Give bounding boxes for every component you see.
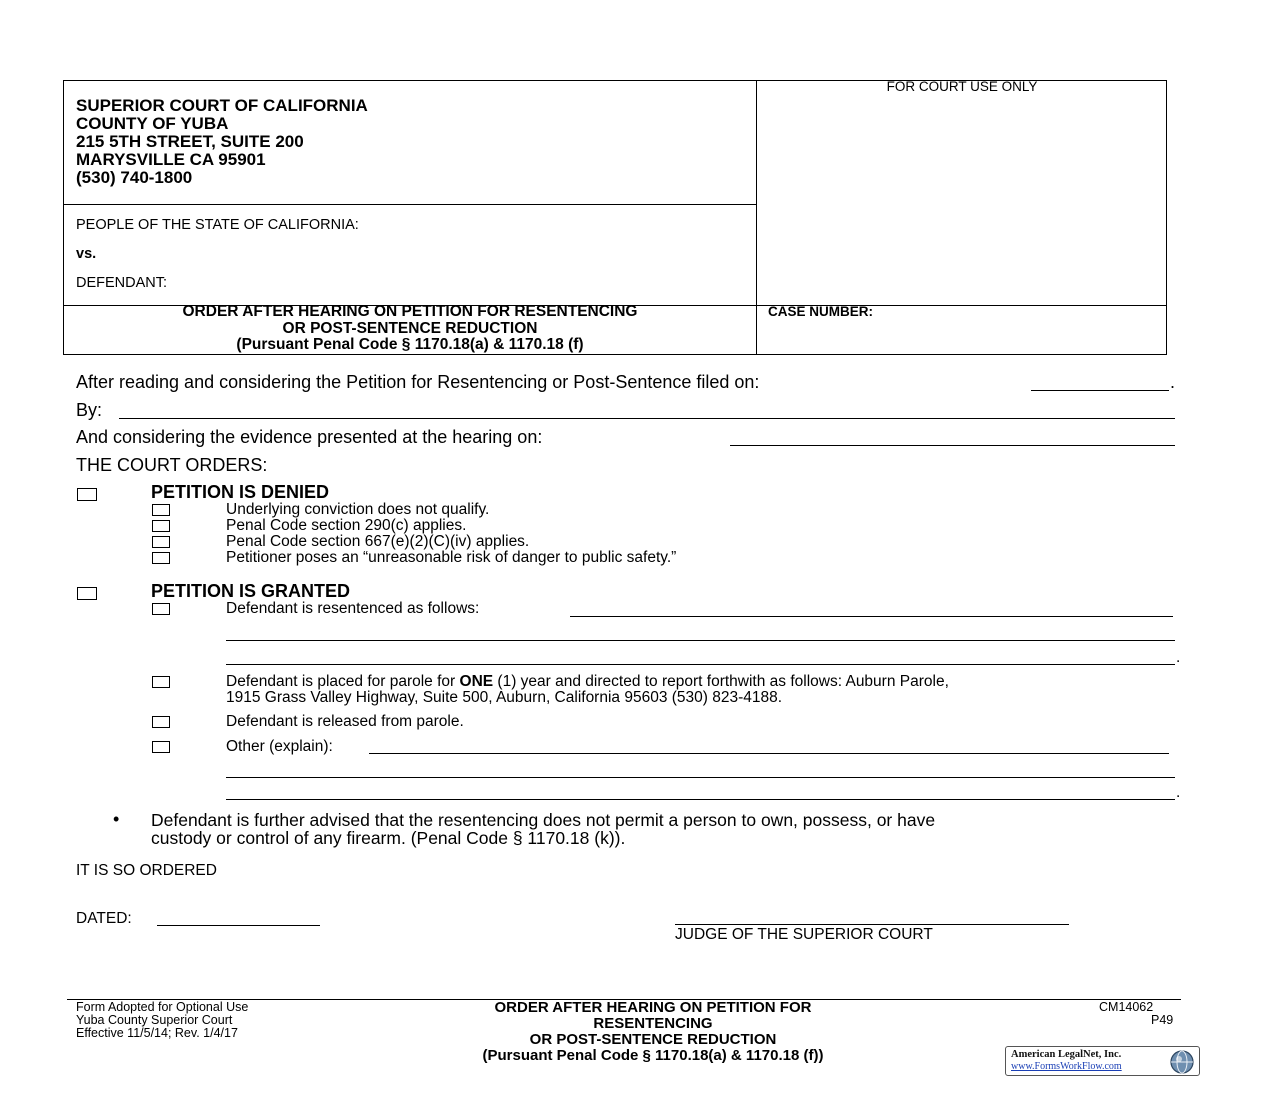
court-phone: (530) 740-1800 (76, 168, 193, 187)
court-orders-label: THE COURT ORDERS: (76, 455, 268, 475)
parole-text-a: Defendant is placed for parole for (226, 673, 456, 690)
other-checkbox[interactable] (152, 741, 170, 753)
parole-text-b: (1) year and directed to report forthwith as follows: Auburn Parole, (497, 673, 949, 690)
dated-label: DATED: (76, 910, 132, 927)
judge-label: JUDGE OF THE SUPERIOR COURT (675, 926, 933, 943)
denied-option-label: Penal Code section 290(c) applies. (226, 517, 467, 534)
court-use-label: FOR COURT USE ONLY (886, 79, 1038, 94)
dated-field[interactable] (157, 925, 320, 926)
denied-option-checkbox[interactable] (152, 552, 170, 564)
court-city: MARYSVILLE CA 95901 (76, 150, 266, 169)
page-code: P49 (1151, 1013, 1174, 1027)
resentenced-checkbox[interactable] (152, 603, 170, 615)
caption-divider-court (63, 204, 757, 205)
legalnet-name: American LegalNet, Inc. (1011, 1049, 1122, 1060)
parole-checkbox[interactable] (152, 676, 170, 688)
denied-option-label: Petitioner poses an “unreasonable risk of danger to public safety.” (226, 549, 677, 566)
parole-address: 1915 Grass Valley Highway, Suite 500, Auburn, California 95603 (530) 823-4188. (226, 689, 783, 706)
parole-text-bold: ONE (459, 673, 494, 690)
petition-filed-date-field[interactable] (1031, 390, 1169, 391)
form-title-line-3: (Pursuant Penal Code § 1170.18(a) & 1170.18 (f) (236, 336, 584, 353)
released-checkbox[interactable] (152, 716, 170, 728)
resentenced-field-line-2[interactable] (226, 640, 1175, 641)
people-label: PEOPLE OF THE STATE OF CALIFORNIA: (76, 217, 359, 233)
hearing-date-field[interactable] (730, 445, 1175, 446)
resentenced-field-line-1[interactable] (570, 616, 1173, 617)
petition-denied-checkbox[interactable] (77, 488, 97, 501)
other-field-line-1[interactable] (369, 753, 1169, 754)
other-field-line-3[interactable] (226, 799, 1175, 800)
globe-icon (1169, 1049, 1195, 1075)
denied-option-checkbox[interactable] (152, 504, 170, 516)
by-field[interactable] (119, 418, 1175, 419)
court-county: COUNTY OF YUBA (76, 114, 229, 133)
resentenced-period: . (1176, 649, 1181, 666)
petition-filed-text: After reading and considering the Petition for Resentencing or Post-Sentence filed on: (76, 372, 760, 392)
denied-option-checkbox[interactable] (152, 520, 170, 532)
footer-title (398, 1000, 908, 1064)
denied-option-label: Penal Code section 667(e)(2)(C)(iv) applies. (226, 533, 530, 550)
advisement-line-1: Defendant is further advised that the resentencing does not permit a person to own, possess, or have (151, 810, 936, 830)
court-name: SUPERIOR COURT OF CALIFORNIA (76, 96, 368, 115)
court-street: 215 5TH STREET, SUITE 200 (76, 132, 304, 151)
vs-label: vs. (76, 246, 97, 262)
footer-title-line-1: ORDER AFTER HEARING ON PETITION FOR (494, 999, 812, 1016)
form-title-line-1: ORDER AFTER HEARING ON PETITION FOR RESENTENCING (182, 303, 638, 320)
footer-title-line-4: (Pursuant Penal Code § 1170.18(a) & 1170.18 (f)) (482, 1047, 824, 1064)
legalnet-logo[interactable] (1005, 1046, 1200, 1076)
petition-denied-heading: PETITION IS DENIED (151, 482, 330, 502)
denied-option-label: Underlying conviction does not qualify. (226, 501, 490, 518)
court-address-block (76, 97, 368, 187)
form-title (63, 304, 757, 354)
form-title-line-2: OR POST-SENTENCE REDUCTION (282, 319, 538, 337)
so-ordered-text: IT IS SO ORDERED (76, 862, 217, 879)
case-number-label: CASE NUMBER: (768, 304, 874, 319)
form-number: CM14062 (1099, 1000, 1154, 1014)
other-label: Other (explain): (226, 738, 333, 755)
footer-left (76, 1001, 248, 1040)
defendant-label: DEFENDANT: (76, 275, 168, 291)
by-label: By: (76, 400, 103, 420)
other-field-line-2[interactable] (226, 777, 1175, 778)
denied-option-checkbox[interactable] (152, 536, 170, 548)
judge-signature-line[interactable] (675, 924, 1069, 925)
footer-title-line-3: OR POST-SENTENCE REDUCTION (529, 1031, 777, 1048)
legalnet-url[interactable]: www.FormsWorkFlow.com (1011, 1061, 1122, 1072)
other-period: . (1176, 784, 1181, 801)
advisement-bullet: • (113, 809, 120, 829)
resentenced-label: Defendant is resentenced as follows: (226, 600, 480, 617)
footer-left-line-2: Yuba County Superior Court (76, 1013, 233, 1027)
footer-left-line-1: Form Adopted for Optional Use (76, 1000, 249, 1014)
advisement-line-2: custody or control of any firearm. (Penal Code § 1170.18 (k)). (151, 828, 626, 848)
released-label: Defendant is released from parole. (226, 713, 464, 730)
footer-title-line-2: RESENTENCING (593, 1015, 713, 1032)
hearing-text: And considering the evidence presented at the hearing on: (76, 427, 543, 447)
footer-left-line-3: Effective 11/5/14; Rev. 1/4/17 (76, 1026, 238, 1040)
petition-filed-period: . (1170, 372, 1176, 392)
petition-granted-checkbox[interactable] (77, 587, 97, 600)
resentenced-field-line-3[interactable] (226, 664, 1175, 665)
petition-granted-heading: PETITION IS GRANTED (151, 581, 351, 601)
